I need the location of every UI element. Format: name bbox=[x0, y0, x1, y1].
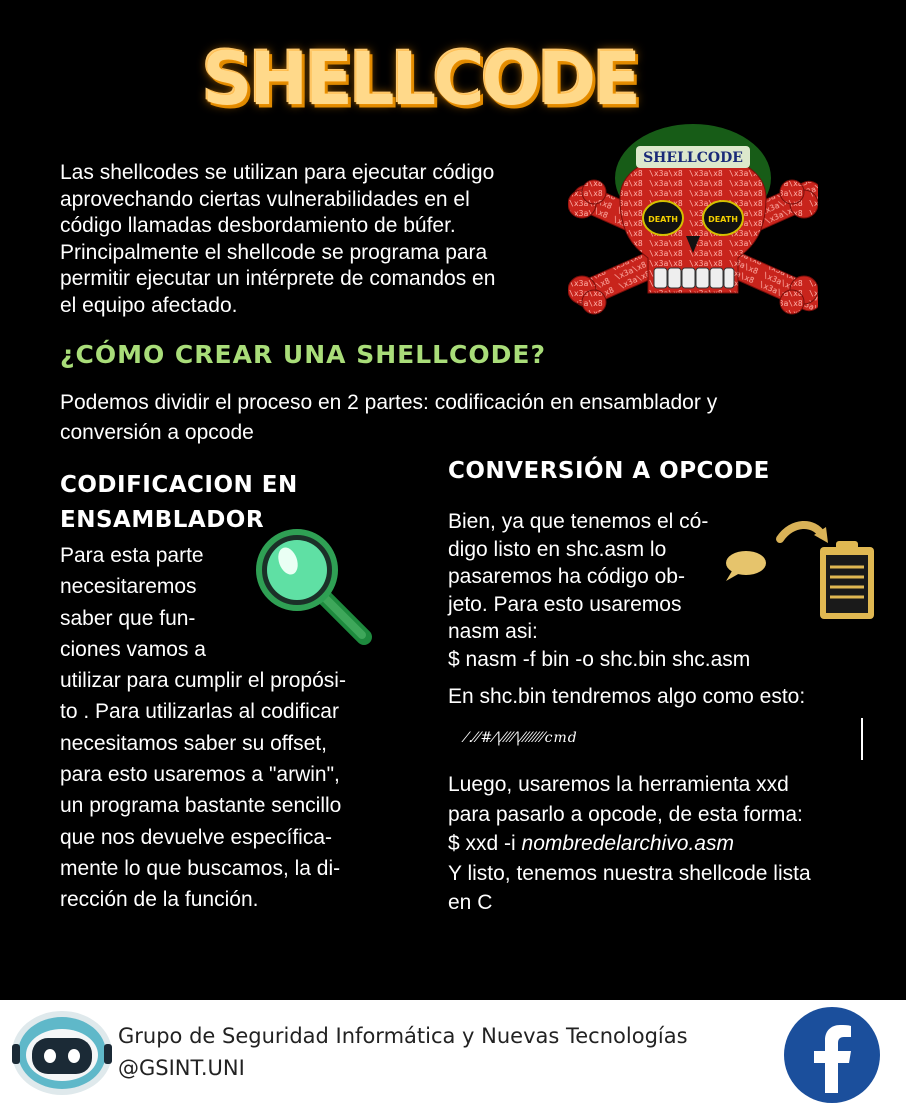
skull-eye-right: DEATH bbox=[708, 215, 738, 224]
xxd-paragraph bbox=[448, 770, 811, 918]
intro-line: Principalmente el shellcode se programa para bbox=[60, 240, 488, 264]
footer-org: Grupo de Seguridad Informática y Nuevas Tecnologías bbox=[118, 1024, 688, 1048]
right-line: nasm asi: bbox=[448, 620, 538, 644]
right-line: pasaremos ha código ob- bbox=[448, 565, 685, 589]
intro-line: aprovechando ciertas vulnerabilidades en el bbox=[60, 187, 470, 211]
how-heading: ¿CÓMO CREAR UNA SHELLCODE? bbox=[60, 340, 546, 369]
how-line: conversión a opcode bbox=[60, 421, 254, 444]
left-line: saber que fun- bbox=[60, 606, 196, 630]
right-line: jeto. Para esto usaremos bbox=[448, 592, 682, 616]
footer bbox=[0, 1000, 906, 1106]
footer-handle: @GSINT.UNI bbox=[118, 1056, 245, 1080]
final-line: en C bbox=[448, 891, 493, 914]
xxd-line: Luego, usaremos la herramienta xxd bbox=[448, 773, 789, 796]
bin-sample: ⁄.⁄⁄#⁄|⁄⁄⁄⁄|⁄⁄⁄⁄⁄⁄⁄cmd bbox=[465, 730, 578, 746]
xxd-command-prefix: $ xxd -i bbox=[448, 832, 522, 855]
left-line: necesitamos saber su offset, bbox=[60, 731, 327, 755]
right-line: Bien, ya que tenemos el có- bbox=[448, 510, 709, 533]
robot-logo-icon bbox=[10, 1008, 114, 1098]
left-line: to . Para utilizarlas al codificar bbox=[60, 700, 339, 724]
left-line: Para esta parte bbox=[60, 544, 204, 567]
intro-line: Las shellcodes se utilizan para ejecutar código bbox=[60, 161, 495, 184]
right-heading: CONVERSIÓN A OPCODE bbox=[448, 458, 770, 484]
left-heading-line: CODIFICACION EN bbox=[60, 472, 298, 498]
xxd-line: para pasarlo a opcode, de esta forma: bbox=[448, 802, 803, 826]
text-cursor bbox=[861, 718, 863, 760]
left-line: ciones vamos a bbox=[60, 637, 206, 661]
left-line: que nos devuelve específica- bbox=[60, 825, 333, 849]
page-title: SHELLCODE bbox=[202, 35, 638, 123]
right-command-nasm: $ nasm -f bin -o shc.bin shc.asm bbox=[448, 647, 751, 671]
left-line: utilizar para cumplir el propósi- bbox=[60, 669, 346, 693]
xxd-command-file: nombredelarchivo.asm bbox=[521, 832, 734, 855]
right-line: digo listo en shc.asm lo bbox=[448, 537, 667, 561]
intro-line: código llamadas desbordamiento de búfer. bbox=[60, 214, 456, 237]
intro-line: el equipo afectado. bbox=[60, 293, 238, 317]
left-line: necesitaremos bbox=[60, 575, 197, 599]
final-line: Y listo, tenemos nuestra shellcode lista bbox=[448, 861, 811, 885]
intro-line: permitir ejecutar un intérprete de comandos en bbox=[60, 267, 496, 290]
bin-intro: En shc.bin tendremos algo como esto: bbox=[448, 685, 806, 708]
how-paragraph bbox=[60, 388, 717, 448]
left-line: un programa bastante sencillo bbox=[60, 794, 342, 818]
skull-label: SHELLCODE bbox=[643, 150, 743, 166]
xxd-command bbox=[448, 829, 811, 859]
facebook-icon[interactable] bbox=[780, 1005, 884, 1105]
skull-crossbones-icon bbox=[568, 118, 818, 343]
how-line: Podemos dividir el proceso en 2 partes: codificación en ensamblador y bbox=[60, 391, 718, 414]
intro-paragraph bbox=[60, 160, 495, 319]
left-heading-line: ENSAMBLADOR bbox=[60, 507, 265, 533]
left-body bbox=[60, 540, 346, 916]
skull-eye-left: DEATH bbox=[648, 215, 678, 224]
left-line: mente lo que buscamos, la di- bbox=[60, 856, 341, 880]
right-body bbox=[448, 508, 750, 674]
left-line: rección de la función. bbox=[60, 888, 259, 912]
left-line: para esto usaremos a "arwin", bbox=[60, 763, 340, 787]
